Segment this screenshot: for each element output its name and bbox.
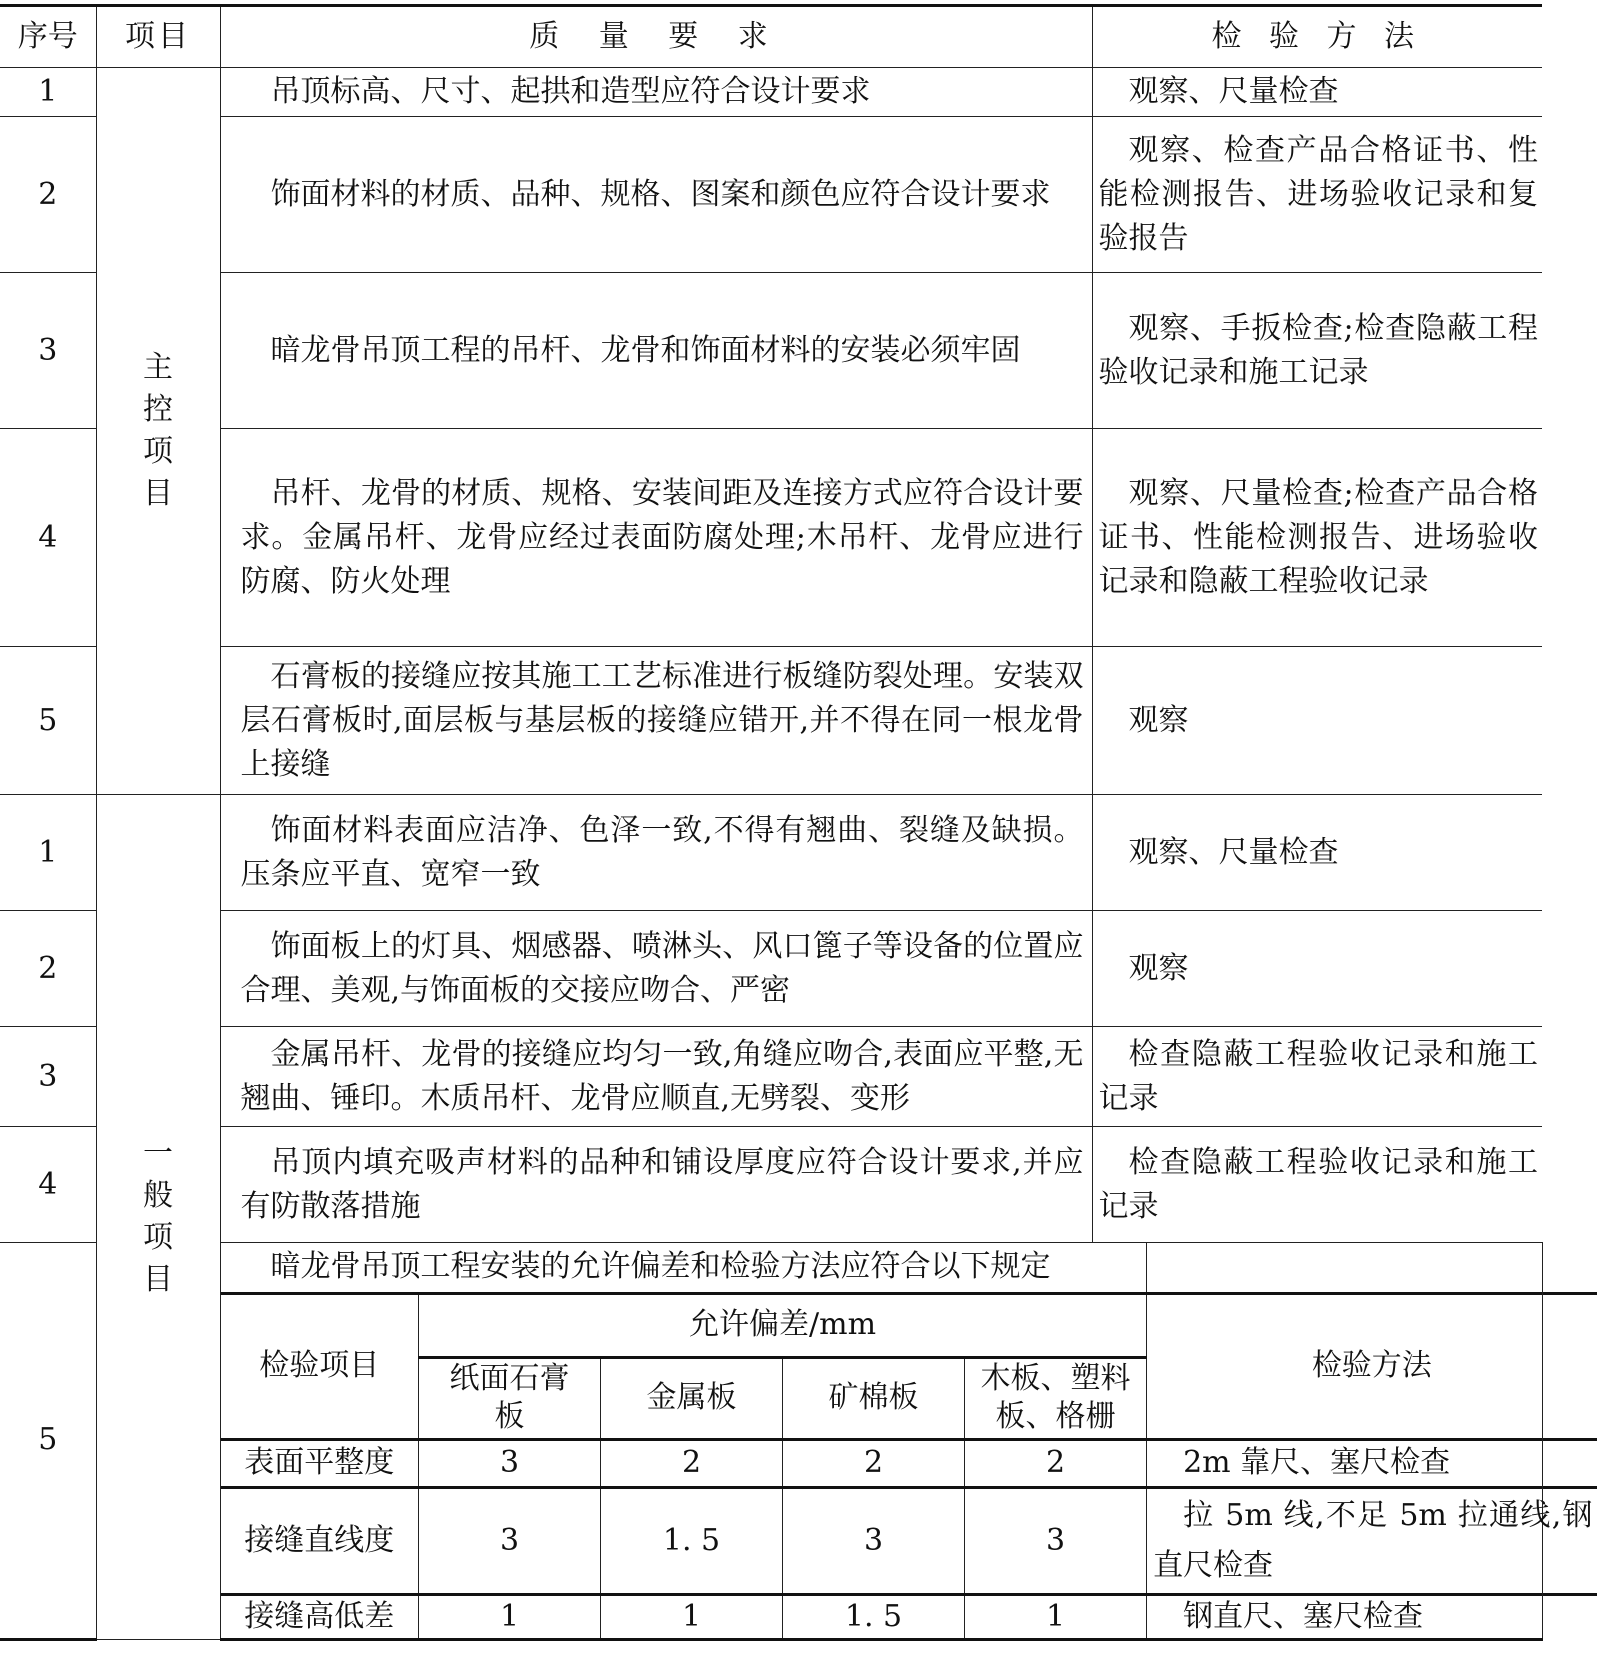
tolerance-value: 1. 5 [601, 1487, 783, 1594]
tolerance-value: 2 [783, 1439, 965, 1487]
tolerance-item: 表面平整度 [221, 1439, 419, 1487]
tolerance-value: 3 [419, 1487, 601, 1594]
method-text: 观察、手扳检查;检查隐蔽工程验收记录和施工记录 [1092, 273, 1542, 429]
tolerance-intro-method-blank [1147, 1243, 1597, 1293]
table-row [0, 1027, 1542, 1127]
tolerance-method: 拉 5m 线,不足 5m 拉通线,钢直尺检查 [1147, 1487, 1597, 1594]
method-text: 检查隐蔽工程验收记录和施工记录 [1092, 1027, 1542, 1127]
tolerance-deviation-header: 允许偏差/mm [419, 1293, 1147, 1357]
requirement-text: 金属吊杆、龙骨的接缝应均匀一致,角缝应吻合,表面应平整,无翘曲、锤印。木质吊杆、龙骨应顺直,无劈裂、变形 [220, 1027, 1092, 1127]
column-mineral-wool-board: 矿棉板 [783, 1357, 965, 1439]
table-row [0, 647, 1542, 795]
tolerance-method: 钢直尺、塞尺检查 [1147, 1594, 1597, 1638]
table-row [0, 795, 1542, 911]
header-item: 项目 [96, 6, 220, 68]
method-text: 观察 [1092, 911, 1542, 1027]
tolerance-value: 2 [601, 1439, 783, 1487]
tolerance-value: 3 [783, 1487, 965, 1594]
tolerance-method: 2m 靠尺、塞尺检查 [1147, 1439, 1597, 1487]
table-row [221, 1487, 1597, 1594]
tolerance-table [221, 1243, 1597, 1638]
row-number: 5 [0, 647, 96, 795]
tolerance-intro-text: 暗龙骨吊顶工程安装的允许偏差和检验方法应符合以下规定 [221, 1243, 1147, 1293]
tolerance-method-header: 检验方法 [1147, 1293, 1597, 1439]
row-number: 4 [0, 429, 96, 647]
category-general: 一 般 项 目 [96, 795, 220, 1640]
method-text: 观察、检查产品合格证书、性能检测报告、进场验收记录和复验报告 [1092, 117, 1542, 273]
tolerance-item-header: 检验项目 [221, 1293, 419, 1439]
tolerance-value: 1 [419, 1594, 601, 1638]
header-method: 检 验 方 法 [1092, 6, 1542, 68]
tolerance-value: 1 [965, 1594, 1147, 1638]
quality-inspection-table [0, 4, 1593, 1641]
header-requirement: 质 量 要 求 [220, 6, 1092, 68]
column-gypsum-board: 纸面石膏板 [419, 1357, 601, 1439]
row-number: 3 [0, 273, 96, 429]
tolerance-intro-row [221, 1243, 1597, 1293]
requirement-text: 吊顶内填充吸声材料的品种和铺设厚度应符合设计要求,并应有防散落措施 [220, 1127, 1092, 1243]
row-number: 5 [0, 1243, 96, 1640]
row-number: 1 [0, 68, 96, 117]
method-text: 观察、尺量检查;检查产品合格证书、性能检测报告、进场验收记录和隐蔽工程验收记录 [1092, 429, 1542, 647]
requirement-text: 饰面材料的材质、品种、规格、图案和颜色应符合设计要求 [220, 117, 1092, 273]
method-text: 观察 [1092, 647, 1542, 795]
method-text: 检查隐蔽工程验收记录和施工记录 [1092, 1127, 1542, 1243]
row-number: 4 [0, 1127, 96, 1243]
table-row [0, 1127, 1542, 1243]
column-metal-board: 金属板 [601, 1357, 783, 1439]
tolerance-value: 2 [965, 1439, 1147, 1487]
requirement-text: 饰面板上的灯具、烟感器、喷淋头、风口篦子等设备的位置应合理、美观,与饰面板的交接应吻合、严密 [220, 911, 1092, 1027]
header-row [0, 6, 1542, 68]
requirement-text: 暗龙骨吊顶工程的吊杆、龙骨和饰面材料的安装必须牢固 [220, 273, 1092, 429]
tolerance-value: 3 [419, 1439, 601, 1487]
tolerance-item: 接缝高低差 [221, 1594, 419, 1638]
category-main-control: 主 控 项 目 [96, 68, 220, 795]
tolerance-value: 1 [601, 1594, 783, 1638]
row-number: 2 [0, 911, 96, 1027]
column-wood-plastic-grille: 木板、塑料板、格栅 [965, 1357, 1147, 1439]
header-no: 序号 [0, 6, 96, 68]
tolerance-item: 接缝直线度 [221, 1487, 419, 1594]
requirement-text: 吊杆、龙骨的材质、规格、安装间距及连接方式应符合设计要求。金属吊杆、龙骨应经过表面防腐处理;木吊杆、龙骨应进行防腐、防火处理 [220, 429, 1092, 647]
table-row [0, 1243, 1542, 1640]
row-number: 1 [0, 795, 96, 911]
table-row [0, 429, 1542, 647]
requirement-text: 石膏板的接缝应按其施工工艺标准进行板缝防裂处理。安装双层石膏板时,面层板与基层板的接缝应错开,并不得在同一根龙骨上接缝 [220, 647, 1092, 795]
table-row [0, 911, 1542, 1027]
tolerance-header-row [221, 1293, 1597, 1357]
requirement-text: 吊顶标高、尺寸、起拱和造型应符合设计要求 [220, 68, 1092, 117]
method-text: 观察、尺量检查 [1092, 68, 1542, 117]
table-row [0, 117, 1542, 273]
row-number: 2 [0, 117, 96, 273]
table-row [0, 68, 1542, 117]
method-text: 观察、尺量检查 [1092, 795, 1542, 911]
table-row [221, 1594, 1597, 1638]
tolerance-cell [220, 1243, 1593, 1640]
requirement-text: 饰面材料表面应洁净、色泽一致,不得有翘曲、裂缝及缺损。压条应平直、宽窄一致 [220, 795, 1092, 911]
table-row [221, 1439, 1597, 1487]
tolerance-value: 1. 5 [783, 1594, 965, 1638]
tolerance-value: 3 [965, 1487, 1147, 1594]
table-row [0, 273, 1542, 429]
row-number: 3 [0, 1027, 96, 1127]
